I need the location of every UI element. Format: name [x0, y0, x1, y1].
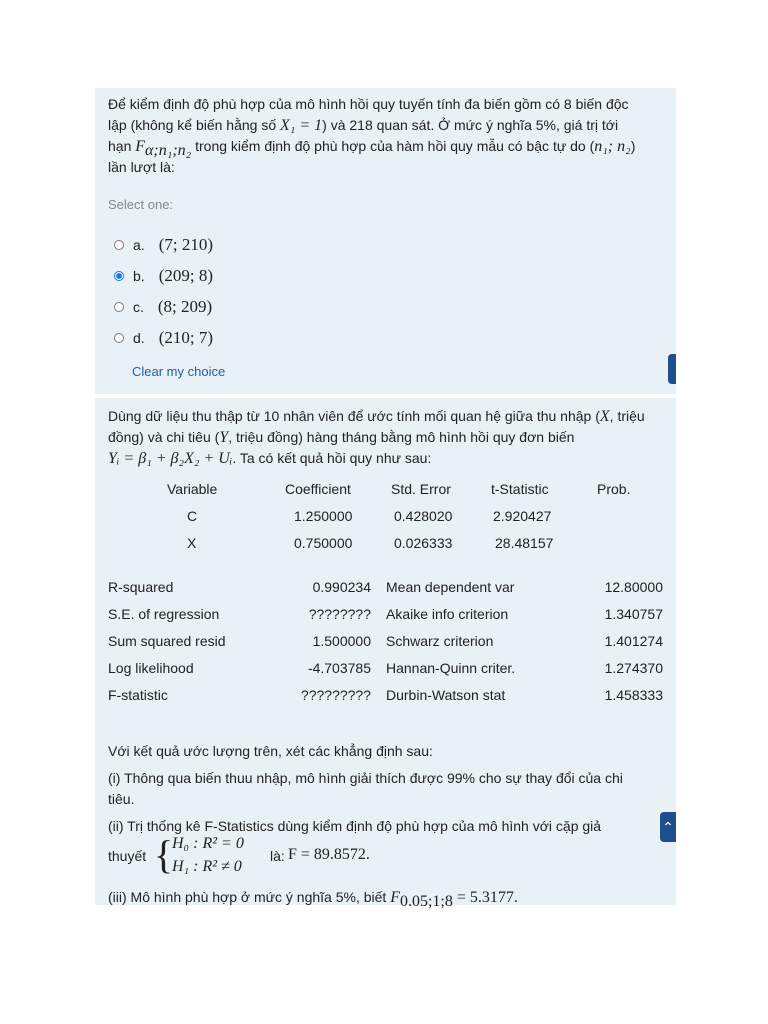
- hypothesis-label: thuyết: [108, 848, 147, 864]
- statement-1-line: (i) Thông qua biến thuu nhập, mô hình giải thích được 99% cho sự thay đổi của chi: [108, 770, 623, 786]
- stat-label: Mean dependent var: [386, 579, 515, 595]
- stat-label: F-statistic: [108, 687, 168, 703]
- question-1-card: [95, 88, 676, 394]
- question-2-intro-line: đồng) và chi tiêu (Y, triệu đồng) hàng tháng bằng mô hình hồi quy đơn biến: [108, 429, 575, 446]
- table-cell: 28.48157: [495, 534, 554, 551]
- table-header-row: [95, 475, 657, 502]
- question-2-intro-line: Dùng dữ liệu thu thập từ 10 nhân viên để ước tính mối quan hệ giữa thu nhập (X, triệu: [108, 408, 645, 425]
- table-cell: 0.750000: [294, 534, 353, 551]
- option-c[interactable]: [114, 296, 212, 318]
- stat-label: R-squared: [108, 579, 174, 595]
- statements-intro: Với kết quả ước lượng trên, xét các khẳng định sau:: [108, 743, 433, 759]
- stat-label: Log likelihood: [108, 660, 194, 676]
- option-d[interactable]: [114, 327, 213, 349]
- question-2-card: [95, 398, 676, 910]
- stat-value: 12.80000: [604, 579, 663, 595]
- question-1-text-line: lần lượt là:: [108, 159, 175, 175]
- scroll-up-button[interactable]: [660, 812, 676, 842]
- f-statistic-value: F = 89.8572.: [288, 846, 370, 863]
- table-cell: 2.920427: [493, 507, 552, 524]
- stat-value: 1.340757: [604, 606, 663, 622]
- stat-value: 1.458333: [604, 687, 663, 703]
- table-cell: X: [187, 534, 197, 551]
- table-header: Prob.: [597, 480, 631, 497]
- table-cell: [597, 529, 657, 556]
- stat-label: Akaike info criterion: [386, 606, 509, 622]
- table-cell: [597, 502, 657, 529]
- select-one-label: Select one:: [108, 197, 174, 212]
- stat-row: [108, 633, 663, 653]
- stat-row: [108, 660, 663, 680]
- question-1-text-line: lập (không kể biến hằng số X₁ = 1) và 218 quan sát. Ở mức ý nghĩa 5%, giá trị tới: [108, 117, 619, 134]
- radio-option-a[interactable]: [114, 240, 124, 250]
- question-1-text-line: hạn $F_{\alpha;n_1;n_2}$ trong kiểm định độ phù hợp của hàm hồi quy mẫu có bậc tự do (n₁; n₂): [108, 138, 636, 159]
- table-row: [95, 529, 657, 556]
- option-b-value: (209; 8): [158, 266, 213, 285]
- hypothesis-result-label: là:: [270, 848, 285, 864]
- option-d-letter: d.: [133, 330, 145, 346]
- option-b[interactable]: [114, 265, 213, 287]
- option-c-value: (8; 209): [157, 297, 213, 316]
- chevron-up-icon: ⌃: [662, 818, 674, 835]
- clear-choice-link[interactable]: Clear my choice: [132, 364, 226, 379]
- hypothesis-h1: H₁ : R² ≠ 0: [172, 858, 242, 875]
- table-cell: 0.026333: [394, 534, 453, 551]
- option-a-letter: a.: [133, 237, 145, 253]
- stat-value: ????????: [308, 606, 371, 622]
- stat-value: 1.500000: [312, 633, 371, 649]
- regression-table: [95, 475, 657, 556]
- stat-value: 1.401274: [604, 633, 663, 649]
- statement-2-line: (ii) Trị thống kê F-Statistics dùng kiểm định độ phù hợp của mô hình với cặp giả: [108, 818, 602, 834]
- option-b-letter: b.: [133, 268, 145, 284]
- stat-value: -4.703785: [307, 660, 371, 676]
- stat-value: 1.274370: [604, 660, 663, 676]
- radio-option-d[interactable]: [114, 333, 124, 343]
- option-c-letter: c.: [133, 299, 144, 315]
- table-header: t-Statistic: [491, 480, 549, 497]
- table-header: Coefficient: [285, 480, 351, 497]
- table-header: Variable: [167, 480, 218, 497]
- brace-symbol: {: [154, 832, 174, 877]
- option-a[interactable]: [114, 234, 213, 256]
- table-cell: 1.250000: [294, 507, 353, 524]
- stat-label: Durbin-Watson stat: [386, 687, 506, 703]
- hypothesis-block: [108, 834, 508, 882]
- radio-option-c[interactable]: [114, 302, 124, 312]
- stat-label: S.E. of regression: [108, 606, 220, 622]
- question-1-text-line: Để kiểm định độ phù hợp của mô hình hồi quy tuyến tính đa biến gồm có 8 biến độc: [108, 96, 629, 112]
- stat-label: Sum squared resid: [108, 633, 226, 649]
- stat-row: [108, 579, 663, 599]
- stat-value: 0.990234: [312, 579, 371, 595]
- stat-row: [108, 606, 663, 626]
- statement-3-line: (iii) Mô hình phù hợp ở mức ý nghĩa 5%, biết $F_{0.05;1;8} = 5.3177$.: [108, 889, 518, 910]
- stat-label: Schwarz criterion: [386, 633, 494, 649]
- stat-row: [108, 687, 663, 707]
- option-a-value: (7; 210): [158, 235, 213, 254]
- table-row: [95, 502, 657, 529]
- table-header: Std. Error: [391, 480, 451, 497]
- table-cell: 0.428020: [394, 507, 453, 524]
- table-cell: C: [187, 507, 198, 524]
- hypothesis-h0: H₀ : R² = 0: [172, 835, 244, 852]
- statement-1-line: tiêu.: [108, 791, 135, 807]
- radio-option-b[interactable]: [114, 271, 124, 281]
- option-d-value: (210; 7): [158, 328, 213, 347]
- stat-value: ?????????: [300, 687, 371, 703]
- stat-label: Hannan-Quinn criter.: [386, 660, 516, 676]
- navigation-tab[interactable]: [668, 354, 676, 384]
- question-2-intro-line: Yᵢ = β₁ + β₂X₂ + Uᵢ. Ta có kết quả hồi quy như sau:: [108, 450, 432, 467]
